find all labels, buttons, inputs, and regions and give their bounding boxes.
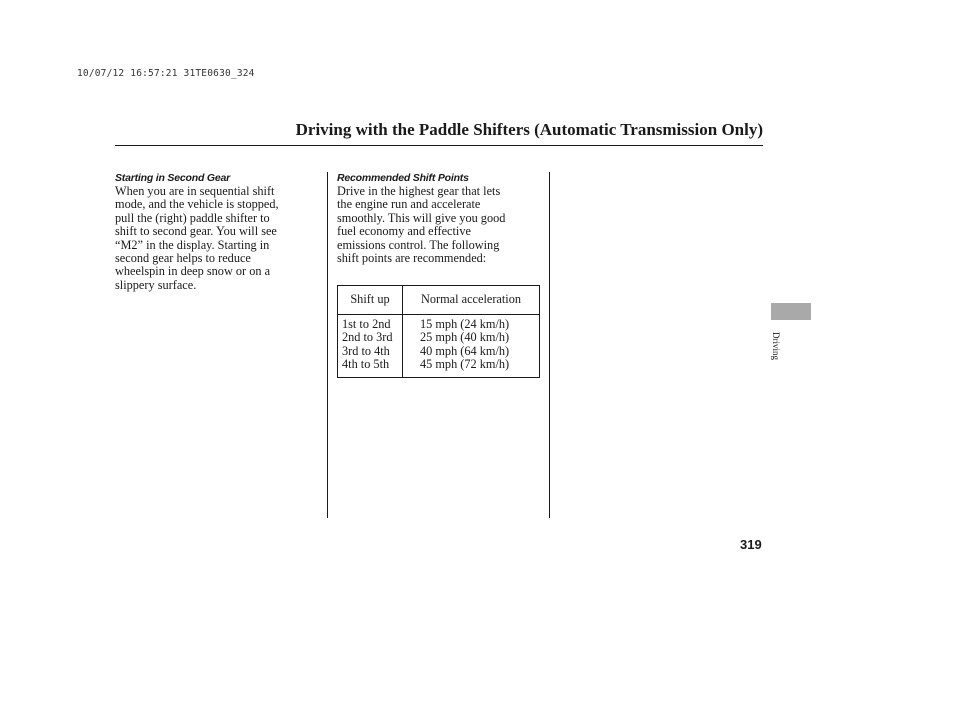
table-gear-column xyxy=(342,318,393,372)
print-stamp: 10/07/12 16:57:21 31TE0630_324 xyxy=(77,68,255,79)
section-heading-shift-points: Recommended Shift Points xyxy=(337,172,469,184)
column-divider-left xyxy=(327,172,328,518)
right-column xyxy=(337,172,542,265)
section-heading-second-gear: Starting in Second Gear xyxy=(115,172,231,184)
table-cell-speed: 25 mph (40 km/h) xyxy=(420,330,510,345)
table-cell-gear: 1st to 2nd xyxy=(342,317,391,331)
section-tab-marker xyxy=(771,303,811,320)
section-side-label: Driving xyxy=(771,332,781,360)
table-header-normal-acceleration: Normal acceleration xyxy=(420,292,522,306)
shift-points-paragraph: Drive in the highest gear that lets the engine run and accelerate smoothly. This will give you good fuel economy and effective emissions control. The following shift points are recommended: xyxy=(337,184,506,266)
table-cell-gear: 2nd to 3rd xyxy=(342,330,393,345)
shift-points-table xyxy=(337,285,540,378)
column-divider-right xyxy=(549,172,550,518)
table-cell-speed: 40 mph (64 km/h) xyxy=(420,343,510,358)
second-gear-paragraph: When you are in sequential shift mode, and the vehicle is stopped, pull the (right) paddle shifter to shift to second gear. You will see “M2” in the display. Starting in second gear helps to reduce wheelspin in deep snow or on a slippery surface. xyxy=(115,184,279,292)
table-header-divider xyxy=(338,314,539,315)
table-header-shift-up: Shift up xyxy=(350,292,390,306)
table-cell-speed: 15 mph (24 km/h) xyxy=(420,317,510,331)
title-rule xyxy=(115,145,763,146)
page-number: 319 xyxy=(740,537,762,552)
table-cell-gear: 4th to 5th xyxy=(342,357,390,372)
page-title: Driving with the Paddle Shifters (Automatic Transmission Only) xyxy=(295,120,763,139)
table-cell-speed: 45 mph (72 km/h) xyxy=(420,357,510,372)
left-column xyxy=(115,172,315,292)
table-speed-column xyxy=(420,318,509,372)
table-cell-gear: 3rd to 4th xyxy=(342,343,390,358)
